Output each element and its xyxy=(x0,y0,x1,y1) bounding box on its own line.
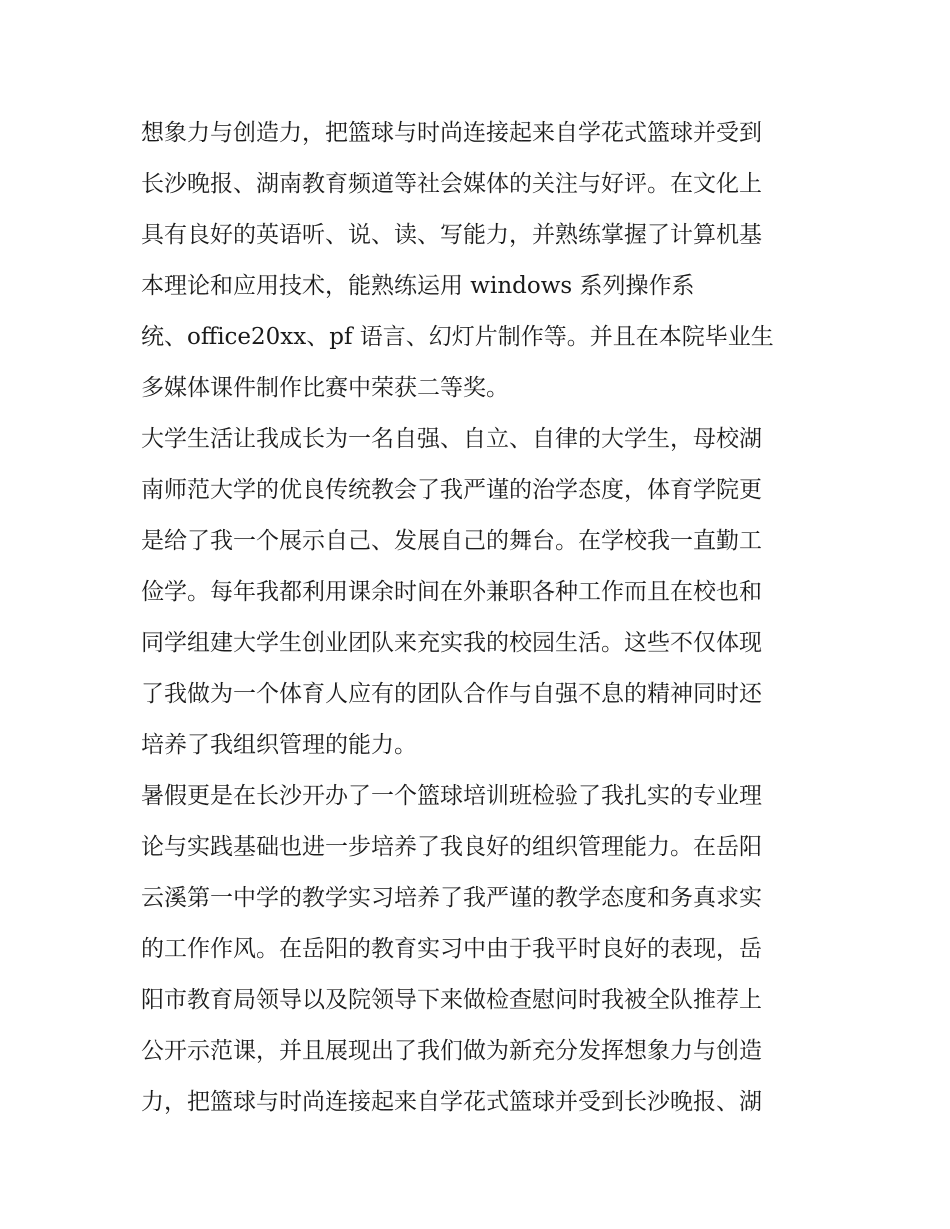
document-body xyxy=(141,108,821,1128)
text-line: 培养了我组织管理的能力。 xyxy=(141,732,417,758)
text-line: 云溪第一中学的教学实习培养了我严谨的教学态度和务真求实 xyxy=(141,885,762,911)
text-line: 暑假更是在长沙开办了一个篮球培训班检验了我扎实的专业理 xyxy=(141,783,762,809)
text-line: 具有良好的英语听、说、读、写能力，并熟练掌握了计算机基 xyxy=(141,222,762,248)
text-line: 本理论和应用技术，能熟练运用 windows 系列操作系 xyxy=(141,273,695,299)
text-line: 公开示范课，并且展现出了我们做为新充分发挥想象力与创造 xyxy=(141,1038,762,1064)
text-line: 长沙晚报、湖南教育频道等社会媒体的关注与好评。在文化上 xyxy=(141,171,762,197)
text-line: 论与实践基础也进一步培养了我良好的组织管理能力。在岳阳 xyxy=(141,834,762,860)
text-line: 力，把篮球与时尚连接起来自学花式篮球并受到长沙晚报、湖 xyxy=(141,1089,762,1115)
text-line: 多媒体课件制作比赛中荣获二等奖。 xyxy=(141,375,509,401)
text-line: 大学生活让我成长为一名自强、自立、自律的大学生，母校湖 xyxy=(141,426,762,452)
text-line: 是给了我一个展示自己、发展自己的舞台。在学校我一直勤工 xyxy=(141,528,762,554)
text-line: 俭学。每年我都利用课余时间在外兼职各种工作而且在校也和 xyxy=(141,579,762,605)
text-line: 统、office20xx、pf 语言、幻灯片制作等。并且在本院毕业生 xyxy=(141,324,774,350)
text-line: 了我做为一个体育人应有的团队合作与自强不息的精神同时还 xyxy=(141,681,762,707)
text-line: 想象力与创造力，把篮球与时尚连接起来自学花式篮球并受到 xyxy=(141,120,762,146)
text-line: 同学组建大学生创业团队来充实我的校园生活。这些不仅体现 xyxy=(141,630,762,656)
text-line: 阳市教育局领导以及院领导下来做检查慰问时我被全队推荐上 xyxy=(141,987,762,1013)
text-line: 的工作作风。在岳阳的教育实习中由于我平时良好的表现，岳 xyxy=(141,936,762,962)
text-line: 南师范大学的优良传统教会了我严谨的治学态度，体育学院更 xyxy=(141,477,762,503)
